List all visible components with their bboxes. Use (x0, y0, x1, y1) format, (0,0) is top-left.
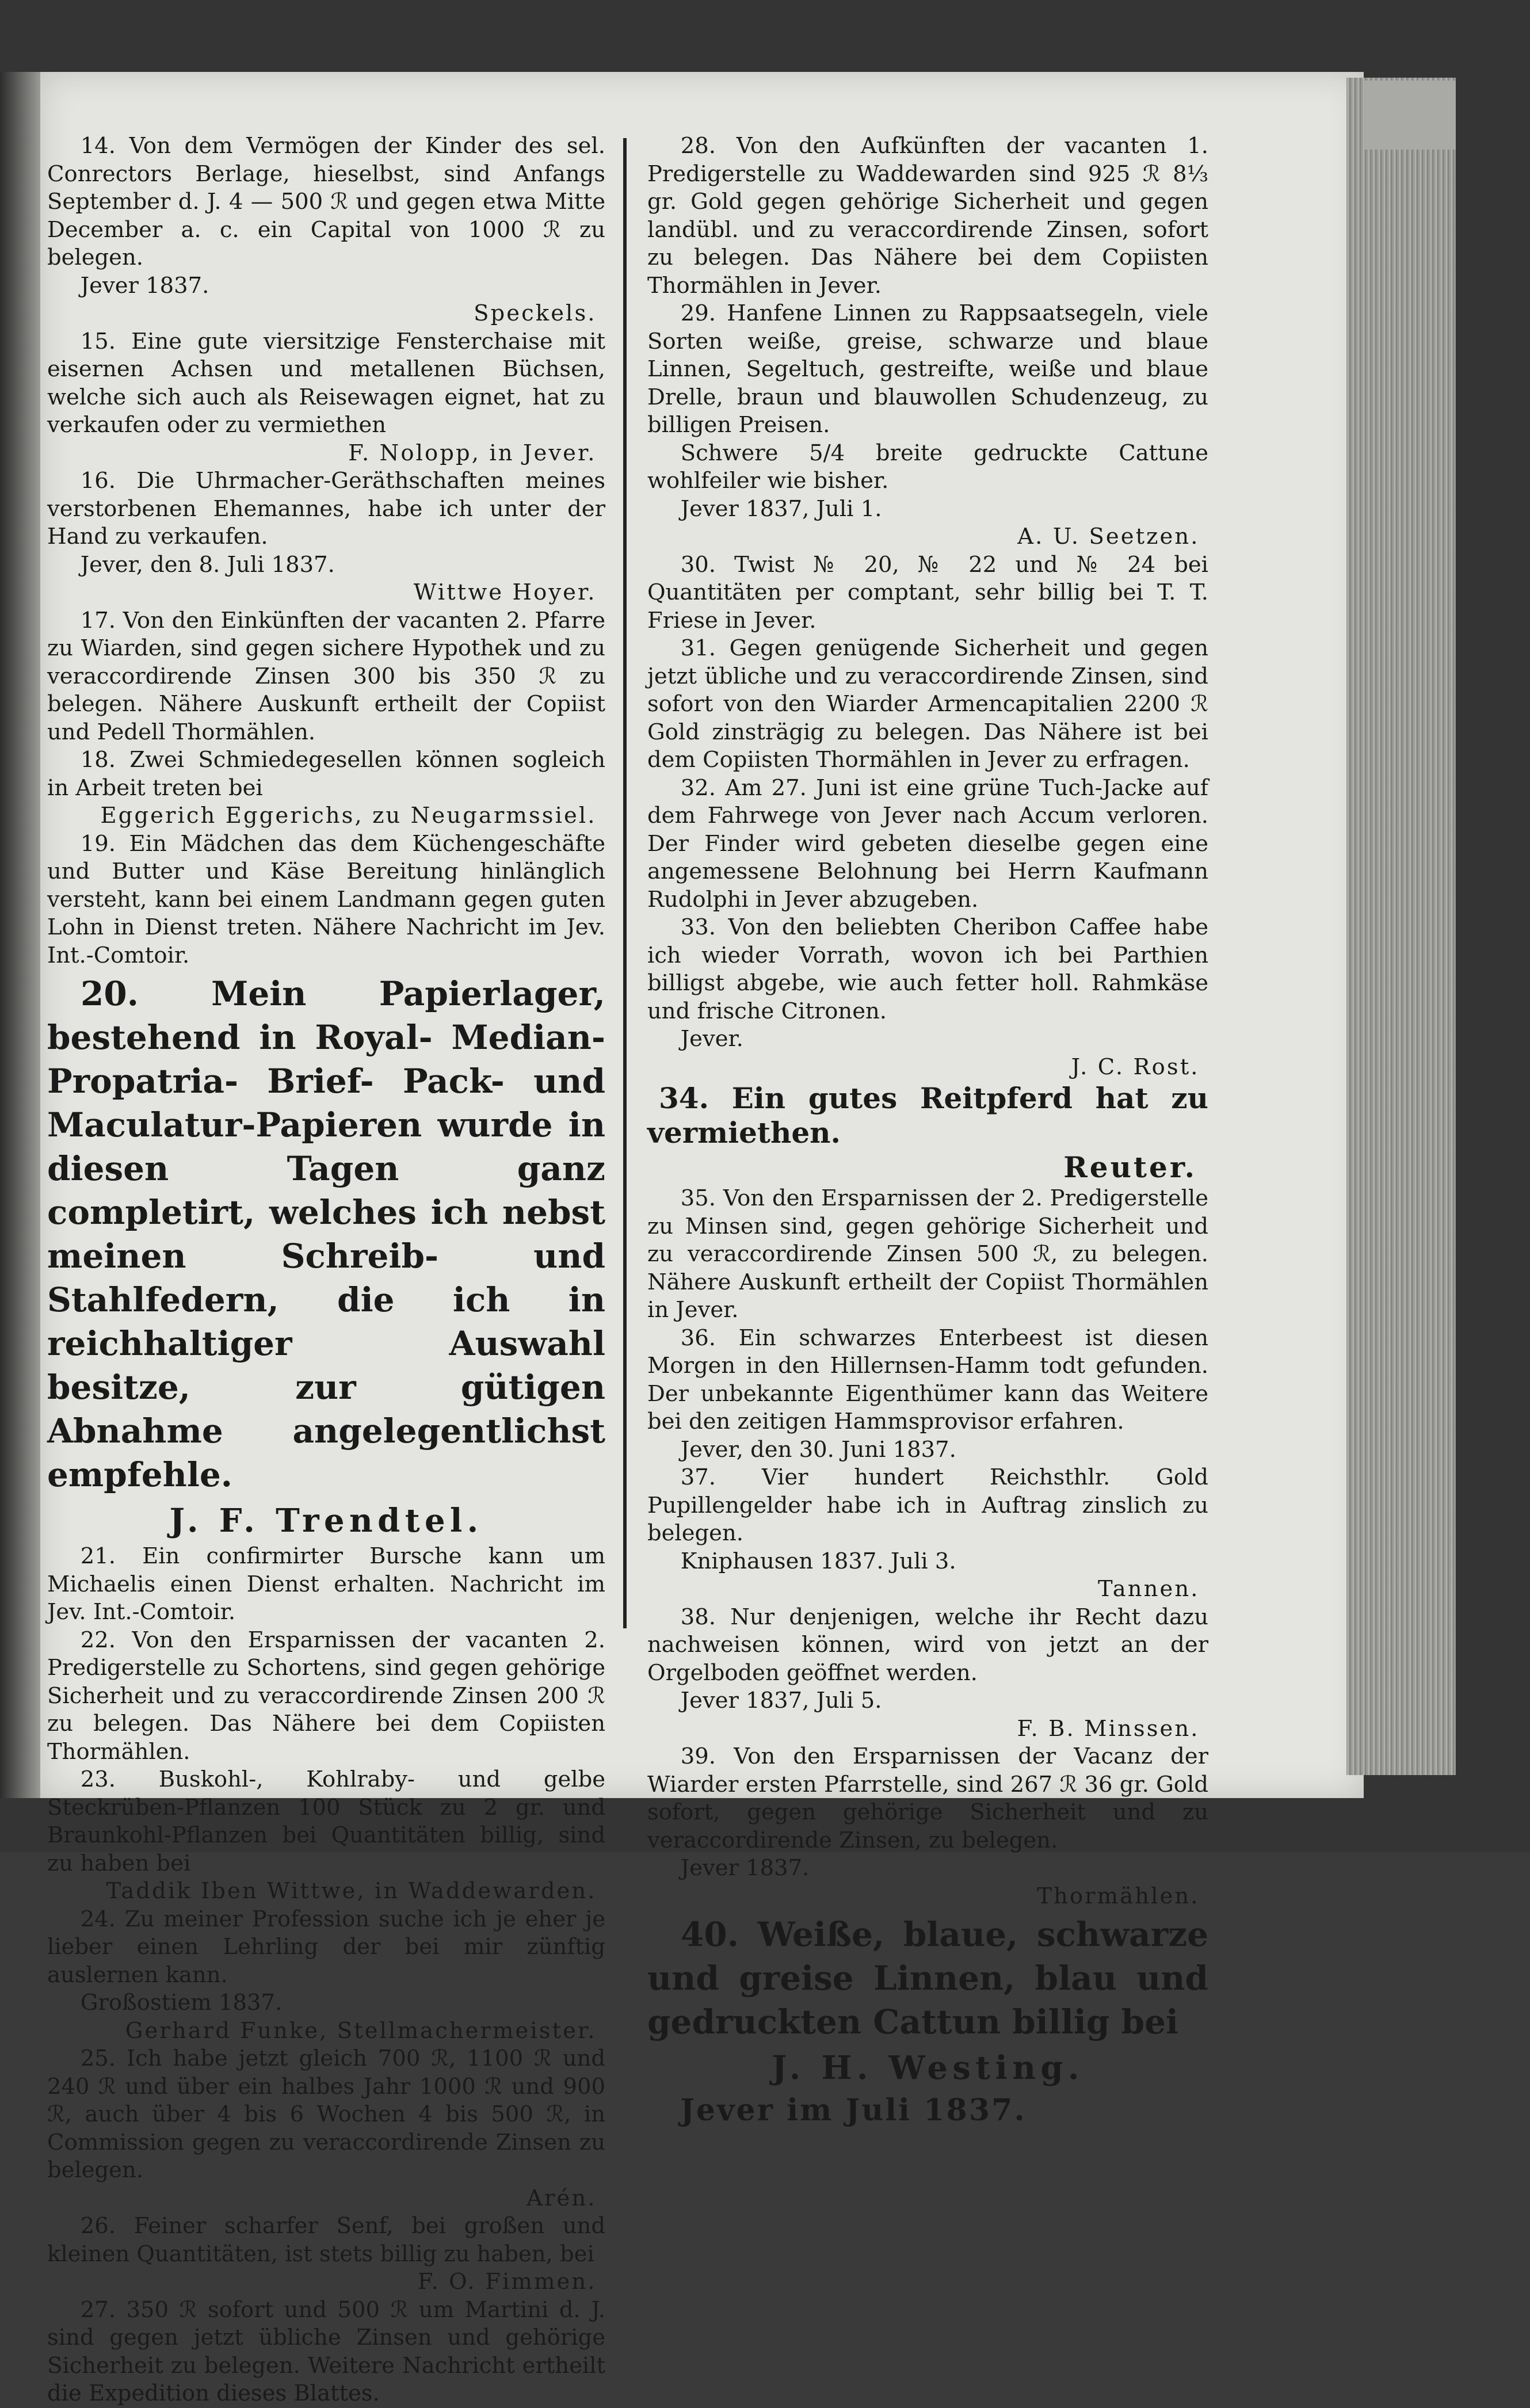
ad-signature: F. Nolopp, in Jever. (348, 440, 597, 466)
ad-text-2: Schwere 5/4 breite gedruckte Cattune wohlfeiler wie bisher. (647, 440, 1208, 494)
ad-signature: A. U. Seetzen. (1017, 524, 1200, 549)
ad-36 (647, 1325, 1208, 1464)
ad-text: 14. Von dem Vermögen der Kinder des sel. Conrectors Berlage, hieselbst, sind Anfangs September d. J. 4 — 500 ℛ und gegen etwa Mitte December a. c. ein Capital von 1000 ℛ zu belegen. (47, 133, 605, 270)
ad-38 (647, 1604, 1208, 1743)
ad-place: Kniphausen 1837. Juli 3. (680, 1548, 956, 1574)
book-spine-shadow (0, 72, 40, 1798)
ad-signature: Speckels. (474, 300, 597, 326)
ad-39 (647, 1743, 1208, 1910)
ad-19 (47, 830, 605, 970)
ad-20 (47, 972, 605, 1543)
ad-14 (47, 132, 605, 328)
ad-signature: Eggerich Eggerichs, zu Neugarmssiel. (100, 803, 597, 829)
page-stack-edge (1346, 78, 1456, 1775)
ad-21 (47, 1543, 605, 1627)
right-column (647, 132, 1208, 2131)
ad-16 (47, 467, 605, 607)
ad-28 (647, 132, 1208, 300)
ad-signature-large: J. F. Trendtel. (169, 1502, 483, 1540)
ad-15 (47, 328, 605, 468)
ad-17 (47, 607, 605, 747)
ad-text: 38. Nur denjenigen, welche ihr Recht dazu nachweisen können, wird von jetzt an der Orgelboden geöffnet werden. (647, 1604, 1208, 1686)
ad-text: 28. Von den Aufkünften der vacanten 1. Predigerstelle zu Waddewarden sind 925 ℛ 8⅓ gr. Gold gegen gehörige Sicherheit und gegen landübl. und zu veraccordirende Zinsen, sofort zu belegen. Das Nähere bei dem Copiisten Thormählen in Jever. (647, 133, 1208, 299)
ad-place: Jever, den 30. Juni 1837. (680, 1436, 956, 1463)
ad-signature: Gerhard Funke, Stellmachermeister. (125, 2017, 597, 2044)
ad-text: 33. Von den beliebten Cheribon Caffee habe ich wieder Vorrath, wovon ich bei Parthien billigst abgebe, wie auch fetter holl. Rahmkäse und frische Citronen. (647, 914, 1208, 1024)
ad-24 (47, 1906, 605, 2046)
column-divider (623, 138, 627, 1628)
ad-text: 31. Gegen genügende Sicherheit und gegen jetzt übliche und zu veraccordirende Zinsen, sind sofort von den Wiarder Armencapitalien 2200 ℛ Gold zinsträgig zu belegen. Das Nähere ist bei dem Copiisten Thormählen in Jever zu erfragen. (647, 635, 1208, 773)
ad-23 (47, 1766, 605, 1906)
ad-text: 21. Ein confirmirter Bursche kann um Michaelis einen Dienst erhalten. Nachricht im Jev. Int.-Comtoir. (47, 1543, 605, 1625)
ad-text: 25. Ich habe jetzt gleich 700 ℛ, 1100 ℛ und 240 ℛ und über ein halbes Jahr 1000 ℛ und 900 ℛ, auch über 4 bis 6 Wochen 4 bis 500 ℛ, in Commission gegen zu veraccordirende Zinsen zu belegen. (47, 2046, 605, 2183)
ad-25 (47, 2045, 605, 2212)
ad-text: 22. Von den Ersparnissen der vacanten 2. Predigerstelle zu Schortens, sind gegen gehörige Sicherheit und zu veraccordirende Zinsen 200 ℛ zu belegen. Das Nähere bei dem Copiisten Thormählen. (47, 1627, 605, 1765)
ad-place: Jever 1837, Juli 5. (680, 1688, 882, 1714)
ad-text: 19. Ein Mädchen das dem Küchengeschäfte und Butter und Käse Bereitung hinlänglich versteht, kann bei einem Landmann gegen guten Lohn in Dienst treten. Nähere Nachricht im Jev. Int.-Comtoir. (47, 830, 605, 968)
ad-text: 17. Von den Einkünften der vacanten 2. Pfarre zu Wiarden, sind gegen sichere Hypothek und zu veraccordirende Zinsen 300 bis 350 ℛ zu belegen. Nähere Auskunft ertheilt der Copiist und Pedell Thormählen. (47, 607, 605, 745)
left-column (47, 132, 605, 2408)
ad-place: Jever. (680, 1026, 743, 1052)
ad-place-large: Jever im Juli 1837. (680, 2093, 1027, 2128)
ad-signature: J. C. Rost. (1071, 1054, 1200, 1080)
ad-37 (647, 1464, 1208, 1604)
page-stack-corner (1364, 81, 1456, 150)
ad-text: 35. Von den Ersparnissen der 2. Predigerstelle zu Minsen sind, gegen gehörige Sicherheit und zu veraccordirende Zinsen 500 ℛ, zu belegen. Nähere Auskunft ertheilt der Copiist Thormählen in Jever. (647, 1185, 1208, 1323)
ad-18 (47, 746, 605, 830)
ad-40 (647, 1913, 1208, 2131)
ad-text: 36. Ein schwarzes Enterbeest ist diesen Morgen in den Hillernsen-Hamm todt gefunden. Der unbekannte Eigenthümer kann das Weitere bei den zeitigen Hammsprovisor erfahren. (647, 1325, 1208, 1434)
ad-place: Jever 1837, Juli 1. (680, 495, 882, 522)
ad-text: 24. Zu meiner Profession suche ich je eher je lieber einen Lehrling der bei mir zünftig auslernen kann. (47, 1906, 605, 1988)
ad-text-large: 34. Ein gutes Reitpferd hat zu vermiethen. (647, 1081, 1208, 1150)
ad-34 (647, 1081, 1208, 1185)
ad-32 (647, 774, 1208, 914)
ad-text: 37. Vier hundert Reichsthlr. Gold Pupillengelder habe ich in Auftrag zinslich zu belegen. (647, 1464, 1208, 1546)
ad-signature: Wittwe Hoyer. (413, 579, 597, 605)
ad-27 (47, 2296, 605, 2408)
ad-text: 29. Hanfene Linnen zu Rappsaatsegeln, viele Sorten weiße, greise, schwarze und blaue Linnen, Segeltuch, gestreifte, weiße und blaue Drelle, braun und blauwollen Schudenzeug, zu billigen Preisen. (647, 300, 1208, 438)
ad-text: 16. Die Uhrmacher-Geräthschaften meines verstorbenen Ehemannes, habe ich unter der Hand zu verkaufen. (47, 468, 605, 549)
ad-text: 39. Von den Ersparnissen der Vacanz der Wiarder ersten Pfarrstelle, sind 267 ℛ 36 gr. Gold sofort, gegen gehörige Sicherheit und zu veraccordirende Zinsen, zu belegen. (647, 1743, 1208, 1853)
ad-signature: Arén. (526, 2185, 597, 2211)
ad-29 (647, 300, 1208, 551)
ad-signature-large: Reuter. (1063, 1150, 1197, 1184)
ad-text: 23. Buskohl-, Kohlraby- und gelbe Steckrüben-Pflanzen 100 Stück zu 2 gr. und Braunkohl-Pflanzen bei Quantitäten billig, sind zu haben bei (47, 1766, 605, 1876)
ad-signature: Thormählen. (1037, 1883, 1200, 1909)
ad-text: 30. Twist № 20, № 22 und № 24 bei Quantitäten per comptant, sehr billig bei T. T. Friese in Jever. (647, 551, 1208, 634)
ad-place: Großostiem 1837. (80, 1990, 283, 2016)
ad-text: 27. 350 ℛ sofort und 500 ℛ um Martini d. J. sind gegen jetzt übliche Zinsen und gehörige Sicherheit zu belegen. Weitere Nachricht ertheilt die Expedition dieses Blattes. (47, 2296, 605, 2406)
ad-place: Jever 1837. (80, 272, 209, 299)
ad-26 (47, 2212, 605, 2296)
ad-31 (647, 635, 1208, 774)
ad-text-large: 20. Mein Papierlager, bestehend in Royal- Median- Propatria- Brief- Pack- und Maculatur-Papieren wurde in diesen Tagen ganz completirt, welches ich nebst meinen Schreib- und Stahlfedern, die ich in reichhaltiger Auswahl besitze, zur gütigen Abnahme angelegentlichst empfehle. (47, 974, 605, 1494)
ad-35 (647, 1185, 1208, 1325)
ad-text: 18. Zwei Schmiedegesellen können sogleich in Arbeit treten bei (47, 747, 605, 801)
ad-signature: Tannen. (1097, 1576, 1200, 1602)
ad-text-large: 40. Weiße, blaue, schwarze und greise Linnen, blau und gedruckten Cattun billig bei (647, 1915, 1208, 2041)
ad-signature: F. B. Minssen. (1017, 1715, 1200, 1742)
ad-33 (647, 914, 1208, 1081)
ad-text: 32. Am 27. Juni ist eine grüne Tuch-Jacke auf dem Fahrwege von Jever nach Accum verloren. Der Finder wird gebeten dieselbe gegen eine angemessene Belohnung bei Herrn Kaufmann Rudolphi in Jever abzugeben. (647, 774, 1208, 913)
ad-30 (647, 551, 1208, 635)
ad-text: 26. Feiner scharfer Senf, bei großen und kleinen Quantitäten, ist stets billig zu haben, bei (47, 2213, 605, 2267)
ad-signature-large: J. H. Westing. (772, 2049, 1084, 2087)
ad-text: 15. Eine gute viersitzige Fensterchaise mit eisernen Achsen und metallenen Büchsen, welche sich auch als Reisewagen eignet, hat zu verkaufen oder zu vermiethen (47, 328, 605, 438)
ad-signature: F. O. Fimmen. (417, 2269, 597, 2295)
ad-place: Jever, den 8. Juli 1837. (80, 551, 335, 578)
ad-22 (47, 1627, 605, 1766)
ad-signature: Taddik Iben Wittwe, in Waddewarden. (106, 1878, 597, 1904)
ad-place: Jever 1837. (680, 1855, 810, 1881)
